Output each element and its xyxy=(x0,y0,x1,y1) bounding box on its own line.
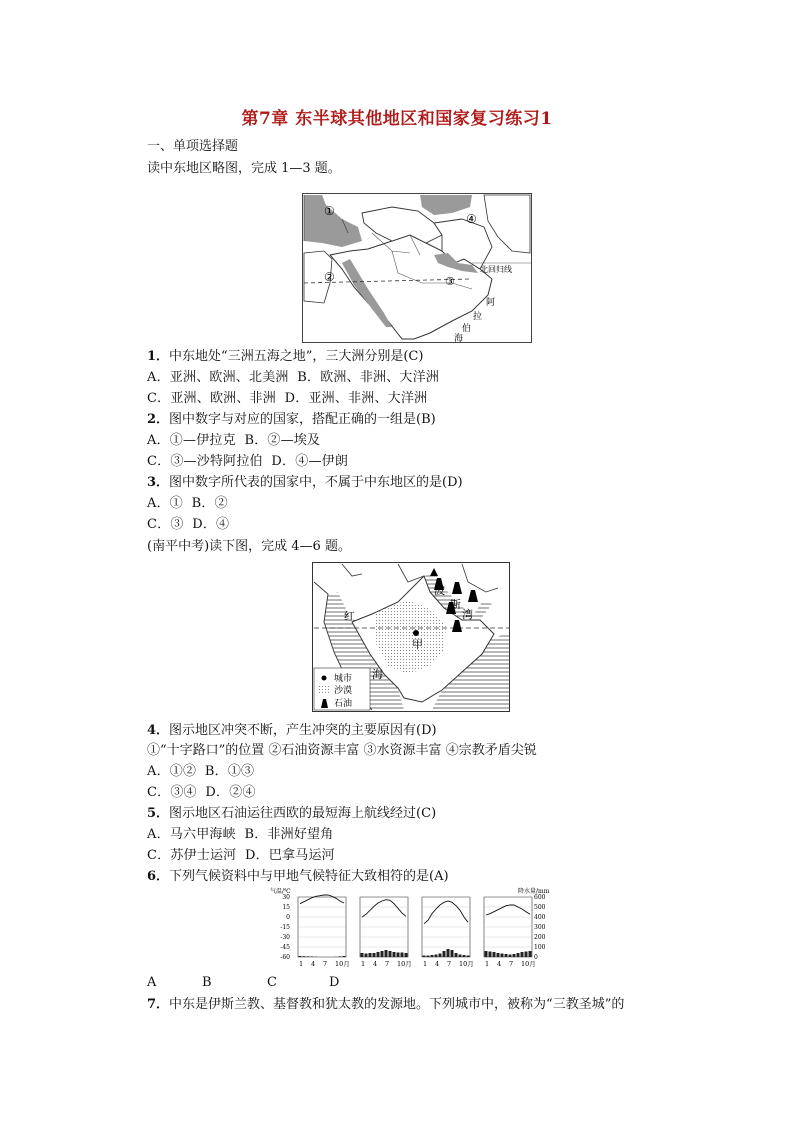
month-tick-label: 1 xyxy=(299,960,304,968)
map1-label-la: 拉 xyxy=(473,312,483,322)
precip-bar xyxy=(361,953,364,957)
precip-bar xyxy=(517,953,520,957)
q5-options-cd: C．苏伊士运河 D．巴拿马运河 xyxy=(147,848,335,863)
map1-label-4: ④ xyxy=(466,212,477,226)
precip-bar xyxy=(467,956,470,958)
month-tick-label: 7 xyxy=(447,960,452,968)
q2-options-cd: C．③—沙特阿拉伯 D．④—伊朗 xyxy=(147,454,349,469)
map1-label-a: 阿 xyxy=(486,298,496,308)
precip-bar xyxy=(401,953,404,958)
month-tick-label: 1 xyxy=(423,960,428,968)
precip-bar xyxy=(311,957,314,958)
month-tick-label: 10月 xyxy=(521,960,536,968)
map1-label-bo: 伯 xyxy=(462,324,472,334)
temp-tick-label: 0 xyxy=(286,914,290,921)
precip-bar xyxy=(389,951,392,957)
map1-label-2: ② xyxy=(324,270,335,284)
q6-stem: 6．下列气候资料中与甲地气候特征大致相符的是(A) xyxy=(147,869,449,884)
precip-bar xyxy=(427,956,430,958)
q5-options-ab: A．马六甲海峡 B．非洲好望角 xyxy=(147,827,334,842)
precip-bar xyxy=(493,952,496,957)
option-letter-b: B xyxy=(202,975,212,990)
climate-panel-c xyxy=(422,897,474,968)
precip-bar xyxy=(485,951,488,957)
precip-bar xyxy=(393,952,396,957)
precip-bar xyxy=(521,952,524,957)
precip-bar xyxy=(343,956,346,957)
precip-bar xyxy=(339,956,342,957)
precip-bar xyxy=(365,954,368,958)
legend-city: 城市 xyxy=(334,674,353,684)
temp-tick-label: -45 xyxy=(280,944,290,951)
climate-panel-b xyxy=(360,897,412,968)
precip-tick-label: 0 xyxy=(534,954,538,961)
precip-tick-label: 200 xyxy=(534,934,546,941)
precip-bar xyxy=(303,956,306,957)
month-tick-label: 7 xyxy=(385,960,390,968)
map2-label-hai: 海 xyxy=(372,668,383,681)
q7-stem: 7．中东是伊斯兰教、基督教和犹太教的发源地。下列城市中，被称为“三教圣城”的 xyxy=(147,997,625,1012)
page-title: 第7章 东半球其他地区和国家复习练习1 xyxy=(241,109,553,129)
precip-bar xyxy=(463,955,466,957)
precip-bar xyxy=(431,955,434,957)
precip-bar xyxy=(443,951,446,957)
climate-panel-a xyxy=(298,895,350,968)
precip-axis-label: 降水量/mm xyxy=(518,888,550,895)
precip-tick-label: 100 xyxy=(534,944,546,951)
month-tick-label: 4 xyxy=(373,960,378,968)
month-tick-label: 10月 xyxy=(459,960,474,968)
section-heading: 一、单项选择题 xyxy=(147,139,239,154)
tropic-label: 北回归线 xyxy=(480,265,512,274)
q4-stem: 4．图示地区冲突不断，产生冲突的主要原因有(D) xyxy=(147,723,437,738)
option-letter-c: C xyxy=(267,975,277,990)
q4-items: ①“十字路口”的位置 ②石油资源丰富 ③水资源丰富 ④宗教矛盾尖锐 xyxy=(147,743,537,758)
option-letter-a: A xyxy=(147,975,157,990)
precip-bar xyxy=(439,954,442,958)
precip-bar xyxy=(307,956,310,957)
month-tick-label: 7 xyxy=(509,960,514,968)
precip-bar xyxy=(501,954,504,958)
q1-options-ab: A．亚洲、欧洲、北美洲 B．欧洲、非洲、大洋洲 xyxy=(147,370,440,385)
precip-bar xyxy=(377,952,380,957)
q4-options-cd: C．③④ D．②④ xyxy=(147,785,256,800)
precip-bar xyxy=(447,949,450,957)
month-tick-label: 1 xyxy=(485,960,490,968)
temp-tick-label: 15 xyxy=(282,904,290,911)
map1-label-hai: 海 xyxy=(454,334,464,343)
precip-bar xyxy=(497,953,500,957)
month-tick-label: 4 xyxy=(497,960,502,968)
temp-axis-label: 气温/℃ xyxy=(270,888,291,895)
map1-label-3: ③ xyxy=(445,275,455,288)
precip-bar xyxy=(369,953,372,957)
map1-label-1: ① xyxy=(324,204,335,218)
climate-panel-d xyxy=(484,897,536,968)
month-tick-label: 1 xyxy=(361,960,366,968)
precip-tick-label: 300 xyxy=(534,924,546,931)
month-tick-label: 10月 xyxy=(335,960,350,968)
legend-desert: 沙漠 xyxy=(334,686,353,696)
precip-bar xyxy=(435,955,438,958)
month-tick-label: 10月 xyxy=(397,960,412,968)
precip-bar xyxy=(451,950,454,957)
temp-tick-label: -30 xyxy=(280,934,290,941)
map2-label-hong: 红 xyxy=(344,610,355,623)
precip-bar xyxy=(459,955,462,958)
precip-bar xyxy=(397,953,400,958)
precip-bar xyxy=(529,951,532,957)
precip-bar xyxy=(385,950,388,957)
month-tick-label: 7 xyxy=(323,960,328,968)
q5-stem: 5．图示地区石油运往西欧的最短海上航线经过(C) xyxy=(147,806,437,821)
precip-bar xyxy=(299,956,302,957)
map2-label-wan: 湾 xyxy=(462,608,473,621)
temp-tick-label: -60 xyxy=(280,954,290,961)
month-tick-label: 4 xyxy=(311,960,316,968)
q2-options-ab: A．①—伊拉克 B．②—埃及 xyxy=(147,433,321,448)
precip-bar xyxy=(455,953,458,957)
precip-bar xyxy=(513,954,516,957)
precip-bar xyxy=(405,953,408,957)
precip-tick-label: 500 xyxy=(534,904,546,911)
map2-label-jia: 甲 xyxy=(412,638,423,651)
q3-stem: 3．图中数字所代表的国家中，不属于中东地区的是(D) xyxy=(147,475,463,490)
precip-bar xyxy=(525,952,528,958)
arabia-map xyxy=(312,562,510,712)
precip-bar xyxy=(381,951,384,957)
intro-text-1: 读中东地区略图，完成 1—3 题。 xyxy=(147,161,341,176)
map2-label-si: 斯 xyxy=(450,598,461,611)
climate-charts xyxy=(268,886,558,972)
map2-label-bo: 波 xyxy=(434,584,445,597)
precip-bar xyxy=(505,954,508,957)
legend-oil: 石油 xyxy=(334,699,353,709)
precip-bar xyxy=(373,953,376,957)
q3-options-ab: A．① B．② xyxy=(147,496,228,511)
precip-bar xyxy=(423,956,426,958)
q1-stem: 1．中东地处“三洲五海之地”，三大洲分别是(C) xyxy=(147,349,424,364)
intro-text-2: (南平中考)读下图，完成 4—6 题。 xyxy=(147,539,351,554)
middle-east-map xyxy=(302,193,532,343)
q1-options-cd: C．亚洲、欧洲、非洲 D．亚洲、非洲、大洋洲 xyxy=(147,391,428,406)
precip-tick-label: 400 xyxy=(534,914,546,921)
precip-bar xyxy=(489,952,492,958)
precip-tick-label: 600 xyxy=(534,894,546,901)
month-tick-label: 4 xyxy=(435,960,440,968)
precip-bar xyxy=(509,955,512,958)
temp-tick-label: -15 xyxy=(280,924,290,931)
q3-options-cd: C．③ D．④ xyxy=(147,517,230,532)
q4-options-ab: A．①② B．①③ xyxy=(147,764,255,779)
temp-tick-label: 30 xyxy=(282,894,290,901)
q2-stem: 2．图中数字与对应的国家，搭配正确的一组是(B) xyxy=(147,412,436,427)
option-letter-d: D xyxy=(329,975,340,990)
